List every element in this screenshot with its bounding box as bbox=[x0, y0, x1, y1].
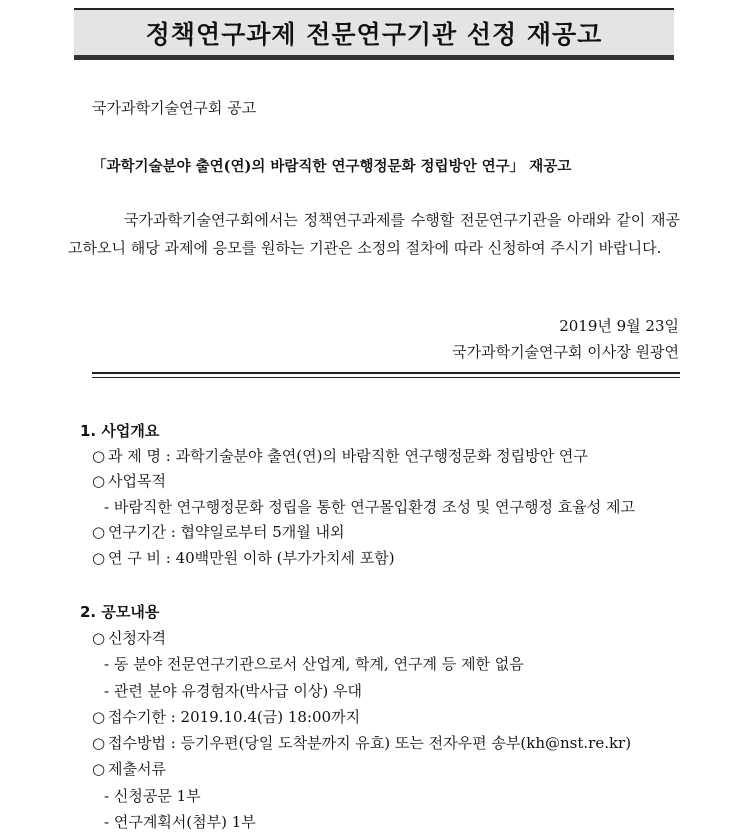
list-item-method: ○ 접수방법 : 등기우편(당일 도착분까지 유효) 또는 전자우편 송부(kh@nst.re.kr) bbox=[92, 734, 632, 752]
list-subitem-purpose-detail: - 바람직한 연구행정문화 정립을 통한 연구몰입환경 조성 및 연구행정 효율성 제고 bbox=[104, 498, 635, 516]
bullet-circle: ○ bbox=[92, 523, 106, 541]
bullet-circle: ○ bbox=[92, 472, 106, 490]
divider-thick bbox=[92, 372, 680, 374]
bullet-circle: ○ bbox=[92, 549, 106, 567]
bullet-dash: - bbox=[104, 787, 110, 805]
bullet-circle: ○ bbox=[92, 447, 106, 465]
list-subitem-qual-1: - 동 분야 전문연구기관으로서 산업계, 학계, 연구계 등 제한 없음 bbox=[104, 655, 524, 673]
bullet-dash: - bbox=[104, 655, 110, 673]
bullet-circle: ○ bbox=[92, 629, 106, 647]
bullet-dash: - bbox=[104, 498, 110, 516]
list-subitem-qual-2: - 관련 분야 유경험자(박사급 이상) 우대 bbox=[104, 682, 362, 700]
list-item-cost: ○ 연 구 비 : 40백만원 이하 (부가가치세 포함) bbox=[92, 549, 395, 567]
list-item-deadline: ○ 접수기한 : 2019.10.4(금) 18:00까지 bbox=[92, 708, 361, 726]
list-item-documents: ○ 제출서류 bbox=[92, 760, 166, 778]
bullet-circle: ○ bbox=[92, 760, 106, 778]
org-notice: 국가과학기술연구회 공고 bbox=[92, 99, 257, 117]
title-banner bbox=[74, 8, 674, 60]
section1-heading: 1. 사업개요 bbox=[80, 422, 160, 440]
bullet-circle: ○ bbox=[92, 708, 106, 726]
bullet-dash: - bbox=[104, 813, 110, 831]
list-subitem-doc-1: - 신청공문 1부 bbox=[104, 787, 201, 805]
bullet-circle: ○ bbox=[92, 734, 106, 752]
page-title: 정책연구과제 전문연구기관 선정 재공고 bbox=[145, 19, 603, 49]
notice-subtitle: 「과학기술분야 출연(연)의 바람직한 연구행정문화 정립방안 연구」 재공고 bbox=[92, 158, 572, 175]
list-item-purpose: ○ 사업목적 bbox=[92, 472, 166, 490]
section2-heading: 2. 공모내용 bbox=[80, 603, 160, 621]
bullet-dash: - bbox=[104, 682, 110, 700]
list-item-project: ○ 과 제 명 : 과학기술분야 출연(연)의 바람직한 연구행정문화 정립방안 연구 bbox=[92, 447, 588, 465]
list-item-period: ○ 연구기간 : 협약일로부터 5개월 내외 bbox=[92, 523, 345, 541]
intro-paragraph: 국가과학기술연구회에서는 정책연구과제를 수행할 전문연구기관을 아래와 같이 재공고하오니 해당 과제에 응모를 원하는 기관은 소정의 절차에 따라 신청하여 주시기 바랍니다. bbox=[68, 211, 680, 257]
notice-signer: 국가과학기술연구회 이사장 원광연 bbox=[452, 343, 679, 361]
notice-date: 2019년 9월 23일 bbox=[559, 317, 679, 335]
list-subitem-doc-2: - 연구계획서(첨부) 1부 bbox=[104, 813, 256, 831]
list-item-qualification: ○ 신청자격 bbox=[92, 629, 166, 647]
divider-thin bbox=[92, 377, 680, 378]
